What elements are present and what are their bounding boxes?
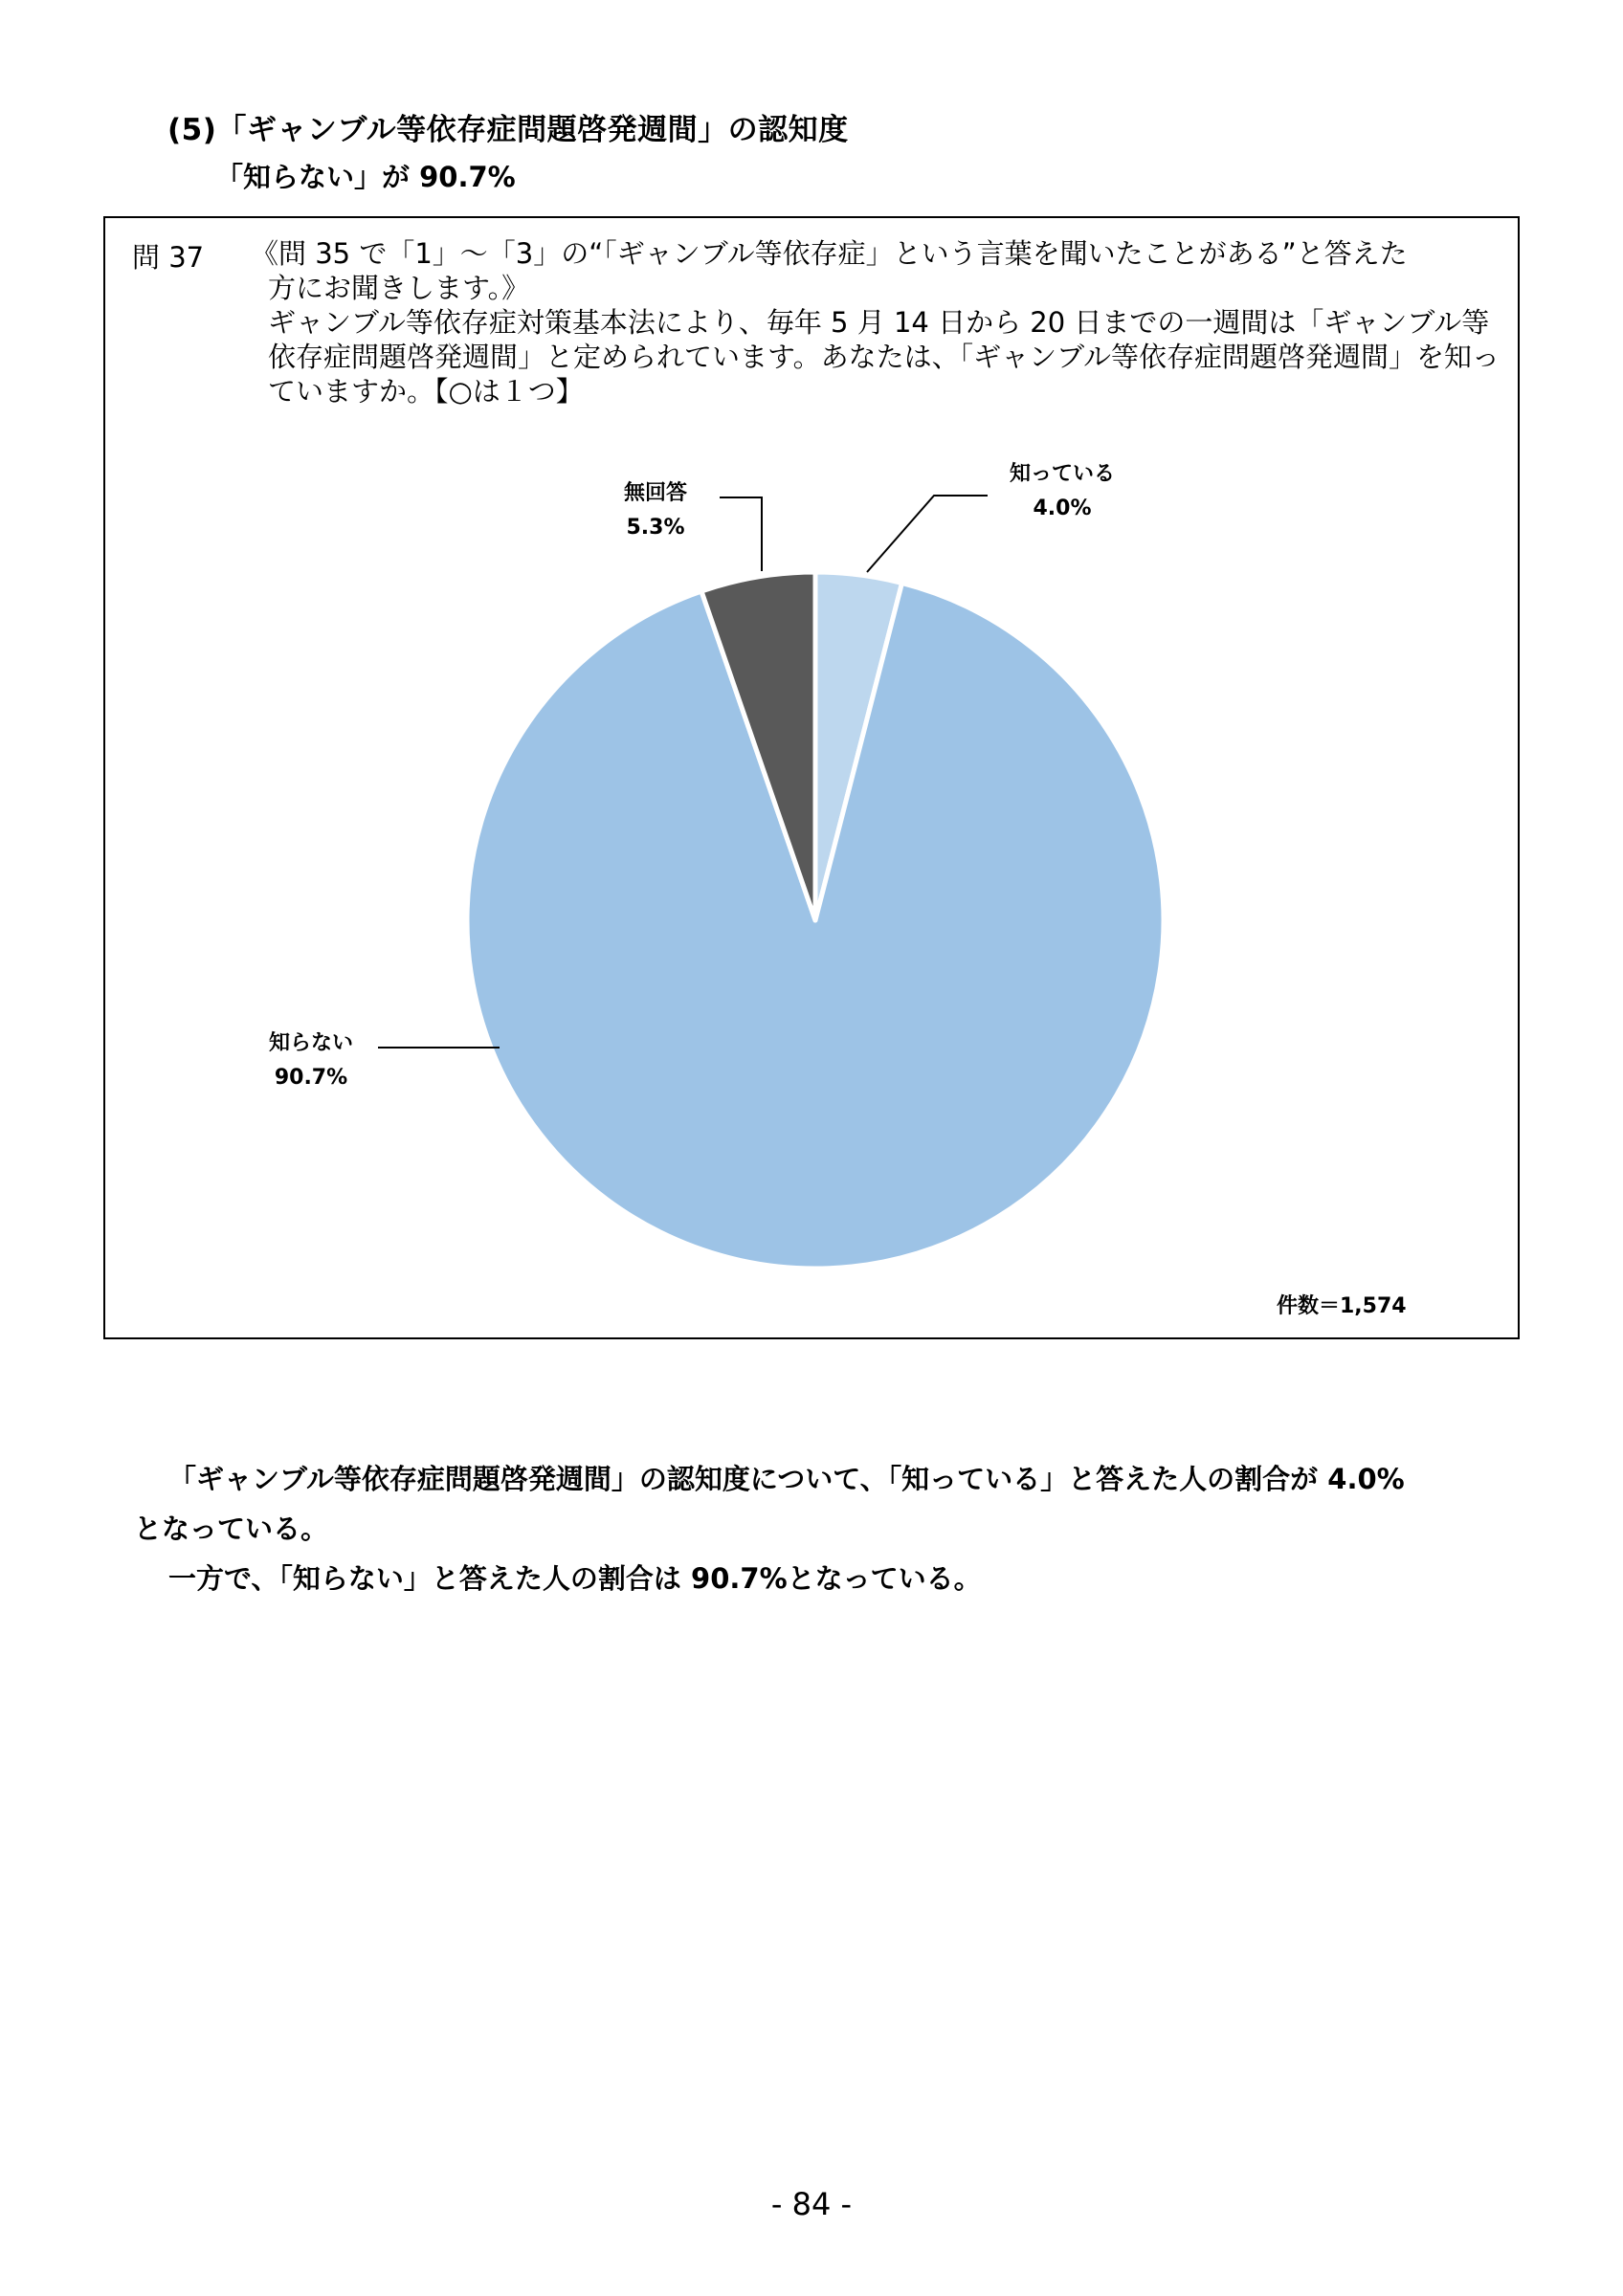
- summary-p1-line2: となっている。: [134, 1512, 329, 1545]
- label-no-answer: [593, 476, 718, 545]
- section-subtitle: 「知らない」が 90.7%: [215, 161, 516, 193]
- label-no-answer-value: 5.3%: [626, 516, 685, 540]
- leader-line-known: [867, 496, 988, 572]
- summary-p1-line1: 「ギャンブル等依存症問題啓発週間」の認知度について、「知っている」と答えた人の割合が 4.0%: [168, 1463, 1405, 1495]
- label-known-name: 知っている: [1009, 462, 1115, 486]
- label-no-answer-name: 無回答: [623, 481, 687, 505]
- summary-text: [134, 1454, 1493, 1603]
- question-line-3: ギャンブル等依存症対策基本法により、毎年 5 月 14 日から 20 日までの一週間は「ギャンブル等依存症問題啓発週間」と定められています。あなたは、「ギャンブル等依存症問題啓発週間」を知っていますか。【○は１つ】: [268, 306, 1501, 408]
- question-line-2: 方にお聞きします。》: [268, 272, 530, 304]
- question-line-1: 《問 35 で「1」～「3」の“「ギャンブル等依存症」という言葉を聞いたことがある”と答えた: [251, 237, 1408, 270]
- leader-line-no-answer: [720, 497, 762, 571]
- sample-count: 件数＝1,574: [1277, 1294, 1407, 1318]
- summary-p2: 一方で、「知らない」と答えた人の割合は 90.7%となっている。: [168, 1562, 982, 1595]
- label-known: [986, 457, 1139, 526]
- page-number: - 84 -: [770, 2186, 853, 2222]
- label-unknown-name: 知らない: [268, 1031, 353, 1055]
- label-known-value: 4.0%: [1033, 497, 1092, 520]
- label-unknown-value: 90.7%: [274, 1066, 348, 1090]
- section-title: (5)「ギャンブル等依存症問題啓発週間」の認知度: [167, 113, 849, 147]
- label-unknown: [239, 1027, 383, 1095]
- question-number: 問 37: [132, 241, 205, 274]
